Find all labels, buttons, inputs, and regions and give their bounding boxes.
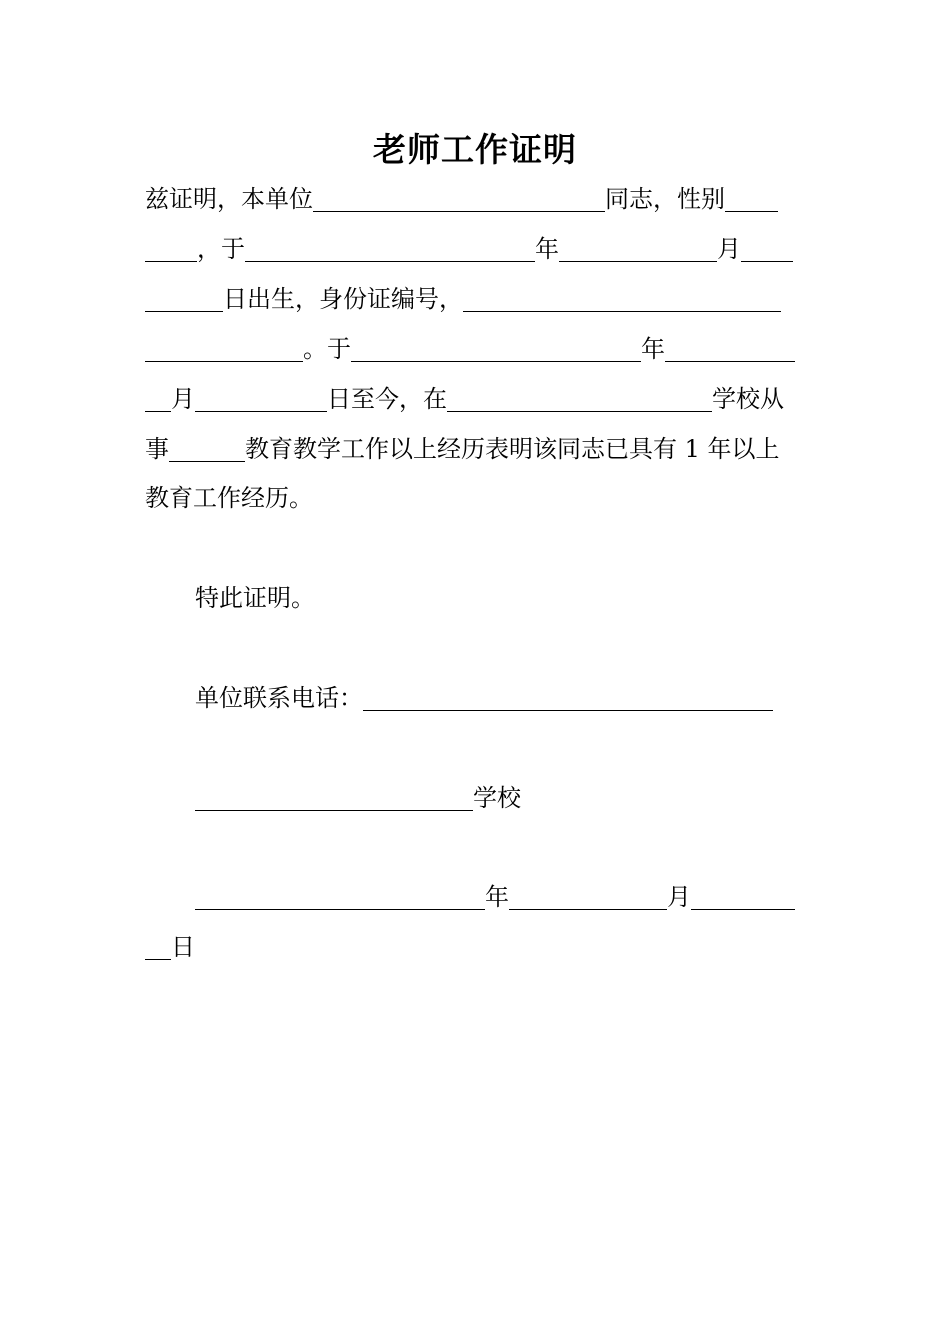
text-segment: 兹证明，本单位 xyxy=(145,185,313,213)
body-line-4 xyxy=(145,329,795,369)
date-year-blank[interactable] xyxy=(195,887,485,910)
phone-label: 单位联系电话： xyxy=(195,684,363,712)
date-month-blank[interactable] xyxy=(509,887,667,910)
start-month-blank[interactable] xyxy=(665,339,795,362)
name-blank[interactable] xyxy=(313,189,605,212)
text-segment: 事 xyxy=(145,435,169,463)
date-year-label: 年 xyxy=(485,883,509,911)
start-year-blank[interactable] xyxy=(351,339,641,362)
text-segment: 学校从 xyxy=(712,385,784,413)
text-segment: 月 xyxy=(171,385,195,413)
date-day-label: 日 xyxy=(171,933,195,961)
body-line-1 xyxy=(145,179,778,219)
text-segment: 教育教学工作以上经历表明该同志已具有 1 年以上 xyxy=(245,435,780,463)
birth-day-blank-cont[interactable] xyxy=(145,289,223,312)
school-suffix: 学校 xyxy=(473,784,521,812)
body-line-5 xyxy=(145,379,784,419)
start-day-blank[interactable] xyxy=(195,389,327,412)
text-segment: 日出生，身份证编号， xyxy=(223,285,463,313)
text-segment: 年 xyxy=(641,335,665,363)
id-number-blank-cont[interactable] xyxy=(145,339,303,362)
signature-school-blank[interactable] xyxy=(195,788,473,811)
closing-statement xyxy=(195,578,315,618)
date-day-blank-cont[interactable] xyxy=(145,937,171,960)
phone-blank[interactable] xyxy=(363,688,773,711)
date-month-label: 月 xyxy=(667,883,691,911)
text-segment: ，于 xyxy=(197,235,245,263)
school-signature-line xyxy=(195,778,521,818)
phone-line xyxy=(195,678,773,718)
text-segment: 同志，性别 xyxy=(605,185,725,213)
body-line-2 xyxy=(145,229,793,269)
statement-text: 特此证明。 xyxy=(195,584,315,612)
text-segment: 教育工作经历。 xyxy=(145,484,313,512)
school-name-blank[interactable] xyxy=(447,389,712,412)
id-number-blank[interactable] xyxy=(463,289,781,312)
start-month-blank-cont[interactable] xyxy=(145,389,171,412)
text-segment: 年 xyxy=(535,235,559,263)
birth-day-blank[interactable] xyxy=(741,239,793,262)
date-line-cont xyxy=(145,927,195,967)
birth-month-blank[interactable] xyxy=(559,239,717,262)
text-segment: 月 xyxy=(717,235,741,263)
page-title: 老师工作证明 xyxy=(373,130,577,169)
body-line-6 xyxy=(145,429,780,469)
body-line-7 xyxy=(145,478,313,518)
gender-blank[interactable] xyxy=(725,189,778,212)
text-segment: 。于 xyxy=(303,335,351,363)
birth-year-blank[interactable] xyxy=(245,239,535,262)
date-day-blank[interactable] xyxy=(691,887,795,910)
date-line xyxy=(195,877,795,917)
gender-blank-cont[interactable] xyxy=(145,239,197,262)
subject-blank[interactable] xyxy=(169,439,245,462)
body-line-3 xyxy=(145,279,781,319)
text-segment: 日至今，在 xyxy=(327,385,447,413)
